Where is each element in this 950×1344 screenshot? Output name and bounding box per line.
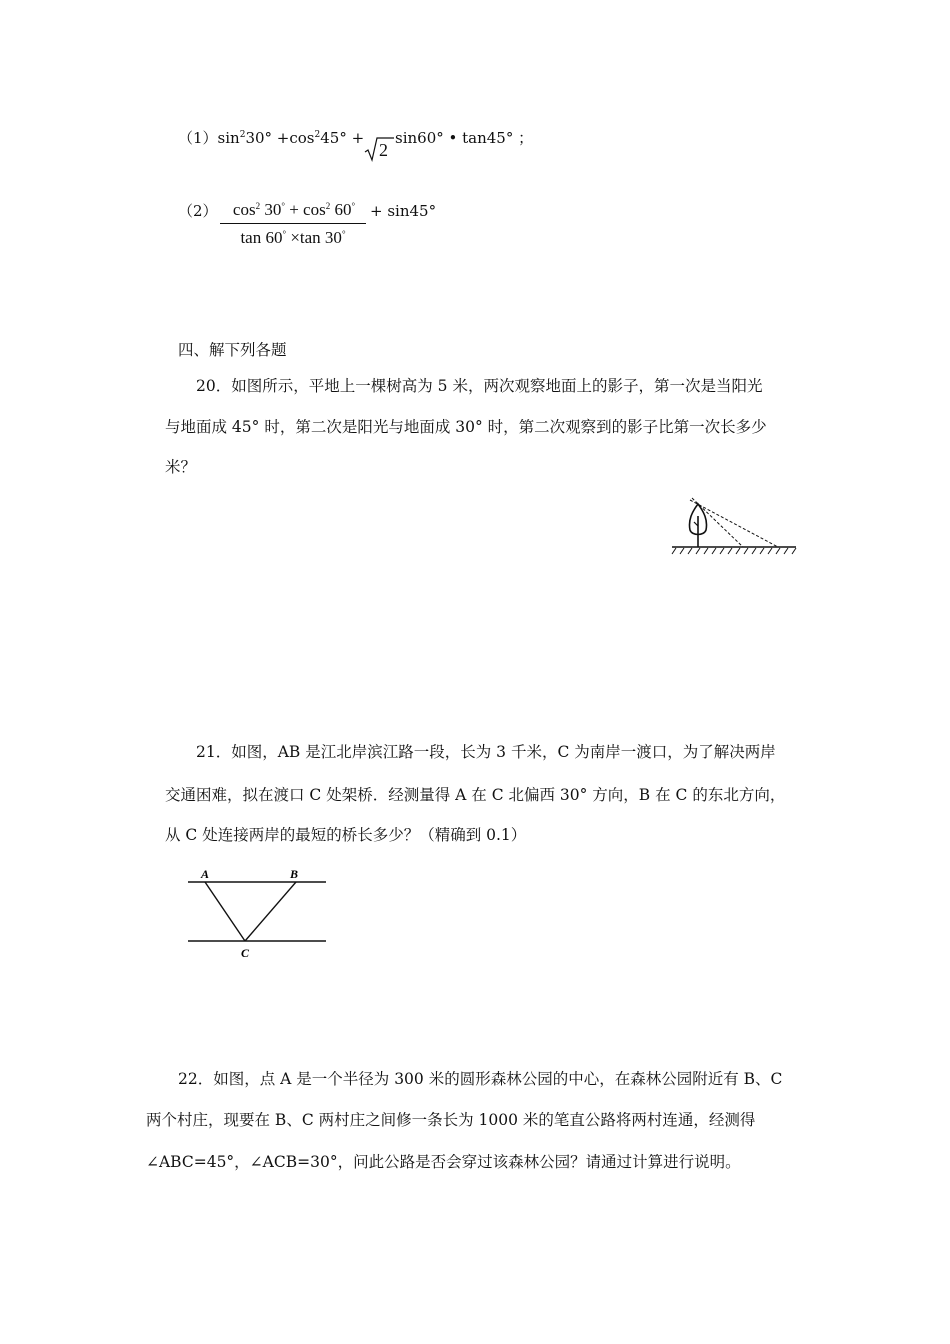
den-deg-2: ° [341, 229, 346, 239]
point-a-label: A [201, 867, 210, 881]
num-exp-2: 2 [325, 201, 331, 211]
q20-line-1: 20．如图所示，平地上一棵树高为 5 米，两次观察地面上的影子，第一次是当阳光 [196, 377, 763, 395]
problem-1-exp-b: 2 [314, 130, 321, 140]
num-deg-1: ° [281, 201, 285, 211]
ground-hatching [672, 548, 796, 554]
problem-1 [178, 131, 364, 146]
num-angle-2: 60 [330, 200, 352, 219]
problem-2-label: （2） [178, 202, 218, 220]
q20-line-3: 米？ [165, 458, 197, 476]
q21-line-3: 从 C 处连接两岸的最短的桥长多少？（精确到 0.1） [165, 826, 527, 844]
tree-shadow-figure [668, 492, 800, 558]
num-exp-1: 2 [255, 201, 261, 211]
num-angle-1: 30 [260, 200, 282, 219]
q21-line-2: 交通困难，拟在渡口 C 处架桥．经测量得 A 在 C 北偏西 30° 方向，B 在 C 的东北方向， [165, 786, 786, 804]
den-deg-1: ° [282, 229, 287, 239]
river-bridge-figure [186, 864, 328, 962]
q22-line-3: ∠ABC=45°，∠ACB=30°，问此公路是否会穿过该森林公园？请通过计算进行说明。 [146, 1153, 741, 1171]
segment-ac [205, 882, 245, 941]
q20-line-2: 与地面成 45° 时，第二次是阳光与地面成 30° 时，第二次观察到的影子比第一次长多少 [165, 418, 767, 436]
num-cos-1: cos [232, 200, 256, 219]
den-tan-1: tan 60 [240, 228, 283, 247]
sun-ray-30 [690, 500, 778, 547]
problem-1-text-2: 45° + [320, 129, 365, 147]
problem-1-exp-a: 2 [239, 130, 246, 140]
q22-line-1: 22．如图，点 A 是一个半径为 300 米的圆形森林公园的中心，在森林公园附近有 B、C [178, 1070, 783, 1088]
problem-2-tail: + sin45° [370, 202, 437, 220]
segment-bc [245, 882, 296, 941]
fraction-numerator [222, 200, 366, 220]
problem-1-text-3: sin60° • tan45° ； [395, 129, 534, 147]
problem-1-label: （1） [178, 129, 218, 147]
problem-1-tail [395, 131, 533, 146]
q22-line-2: 两个村庄，现要在 B、C 两村庄之间修一条长为 1000 米的笔直公路将两村连通，经测得 [146, 1111, 756, 1129]
sqrt-2 [364, 136, 394, 162]
q21-line-1: 21．如图，AB 是江北岸滨江路一段，长为 3 千米，C 为南岸一渡口，为了解决两岸 [196, 743, 776, 761]
problem-1-text-1: 30° +cos [245, 129, 315, 147]
problem-1-sin: sin [217, 129, 240, 147]
num-plus-cos: + cos [284, 200, 326, 219]
fraction-bar [220, 223, 366, 224]
problem-2-fraction [220, 200, 366, 248]
point-c-label: C [241, 946, 250, 960]
point-b-label: B [290, 867, 299, 881]
sqrt-value: 2 [379, 140, 388, 160]
fraction-denominator [220, 228, 366, 248]
den-tan-2: ×tan 30 [286, 228, 342, 247]
num-deg-2: ° [351, 201, 356, 211]
section-4-title: 四、解下列各题 [178, 341, 287, 359]
